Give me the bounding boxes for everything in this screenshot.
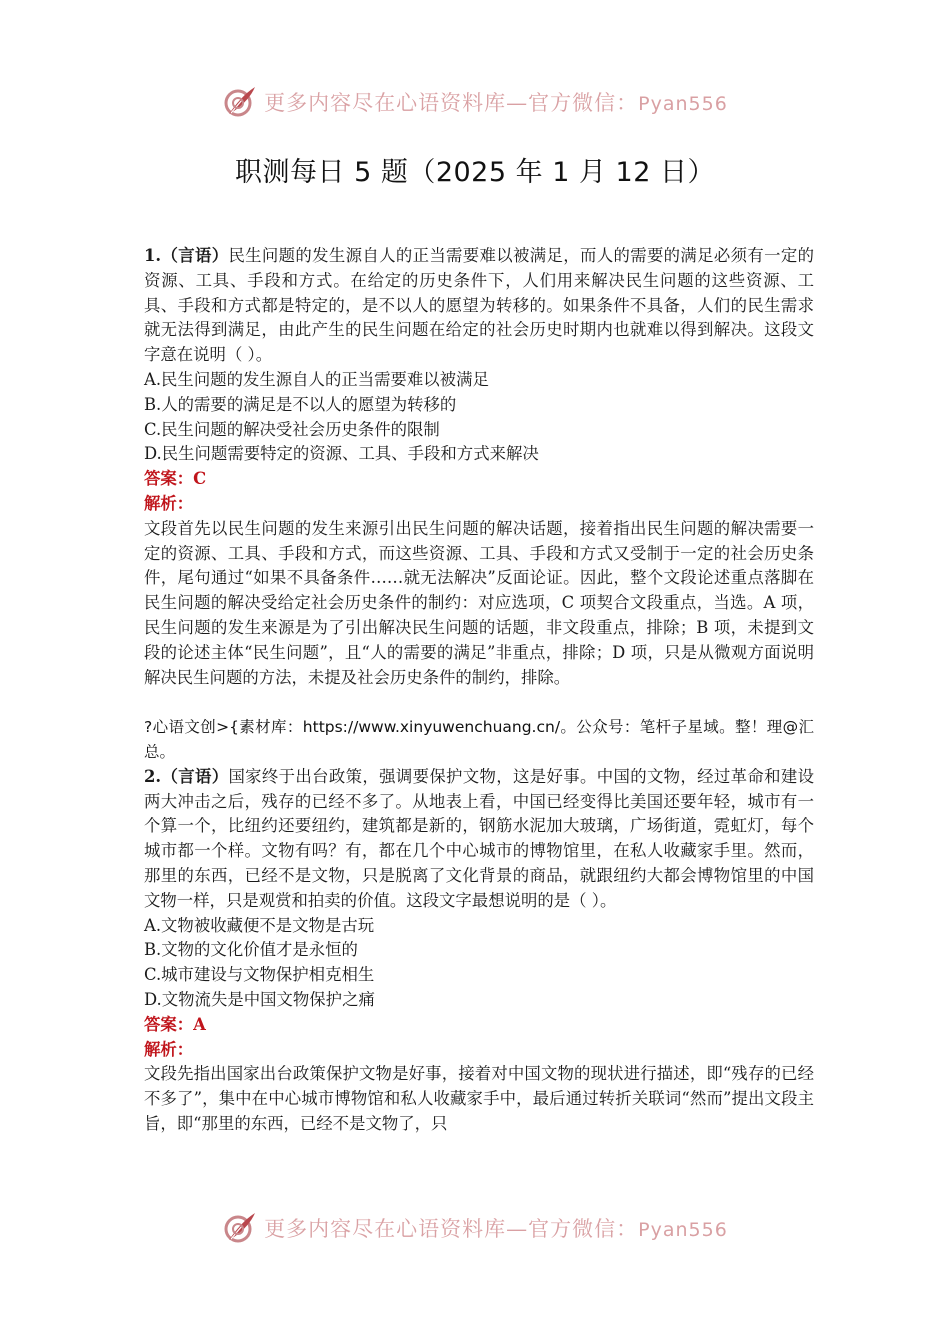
question-2-answer: 答案：A	[144, 1014, 206, 1034]
question-1-analysis: 文段首先以民生问题的发生来源引出民生问题的解决话题，接着指出民生问题的解决需要一定的资源、工具、手段和方式，而这些资源、工具、手段和方式又受制于一定的社会历史条件，尾句通过“如果不具备条件……就无法解决”反面论证。因此，整个文段论述重点落脚在民生问题的解决受给定社会历史条件的制约：对应选项，C 项契合文段重点，当选。A 项，民生问题的发生来源是为了引出解决民生问题的话题，非文段重点，排除；B 项，未提到文段的论述主体“民生问题”，且“人的需要的满足”非重点，排除；D 项，只是从微观方面说明解决民生问题的方法，未提及社会历史条件的制约，排除。	[144, 518, 814, 687]
question-1-answer: 答案：C	[144, 469, 207, 489]
footer-wechat-id: Pyan556	[638, 1219, 728, 1241]
question-1-option-b: B.人的需要的满足是不以人的愿望为转移的	[144, 394, 457, 414]
header-banner	[0, 80, 950, 124]
question-2-analysis: 文段先指出国家出台政策保护文物是好事，接着对中国文物的现状进行描述，即“残存的已经不多了”，集中在中心城市博物馆和私人收藏家手中，最后通过转折关联词“然而”提出文段主旨，即“那里的东西，已经不是文物了，只	[144, 1064, 814, 1133]
footer-banner-text: 更多内容尽在心语资料库—官方微信：Pyan556	[264, 1217, 728, 1241]
quill-logo-icon	[222, 84, 258, 120]
question-1-option-d: D.民生问题需要特定的资源、工具、手段和方式来解决	[144, 444, 539, 464]
question-1-option-a: A.民生问题的发生源自人的正当需要难以被满足	[144, 369, 489, 389]
question-2-option-c: C.城市建设与文物保护相克相生	[144, 965, 375, 985]
quill-logo-icon	[222, 1210, 258, 1246]
source-note: ?心语文创>{素材库：https://www.xinyuwenchuang.cn/。公众号：笔杆子星域。整！理@汇总。	[144, 718, 814, 761]
question-1-option-c: C.民生问题的解决受社会历史条件的限制	[144, 419, 440, 439]
question-1-stem: 1.（言语）民生问题的发生源自人的正当需要难以被满足，而人的需要的满足必须有一定的资源、工具、手段和方式。在给定的历史条件下，人们用来解决民生问题的这些资源、工具、手段和方式都是特定的，是不以人的愿望为转移的。如果条件不具备，人们的民生需求就无法得到满足，由此产生的民生问题在给定的社会历史时期内也就难以得到解决。这段文字意在说明（ ）。	[144, 246, 814, 365]
banner-wechat-id: Pyan556	[638, 93, 728, 115]
question-2-option-a: A.文物被收藏便不是文物是古玩	[144, 915, 375, 935]
question-2-option-d: D.文物流失是中国文物保护之痛	[144, 989, 375, 1009]
question-2-analysis-label: 解析：	[144, 1039, 194, 1059]
document-body	[144, 244, 814, 1137]
banner-text: 更多内容尽在心语资料库—官方微信：Pyan556	[264, 91, 728, 115]
question-1-analysis-label: 解析：	[144, 493, 194, 513]
page-title: 职测每日 5 题（2025 年 1 月 12 日）	[234, 157, 715, 188]
footer-banner	[0, 1206, 950, 1250]
question-2-stem: 2.（言语）国家终于出台政策，强调要保护文物，这是好事。中国的文物，经过革命和建设两大冲击之后，残存的已经不多了。从地表上看，中国已经变得比美国还要年轻，城市有一个算一个，比纽约还要纽约，建筑都是新的，钢筋水泥加大玻璃，广场街道，霓虹灯，每个城市都一个样。文物有吗？有，都在几个中心城市的博物馆里，在私人收藏家手里。然而，那里的东西，已经不是文物，只是脱离了文化背景的商品，就跟纽约大都会博物馆里的中国文物一样，只是观赏和拍卖的价值。这段文字最想说明的是（ ）。	[144, 766, 814, 910]
question-2-option-b: B.文物的文化价值才是永恒的	[144, 940, 358, 960]
